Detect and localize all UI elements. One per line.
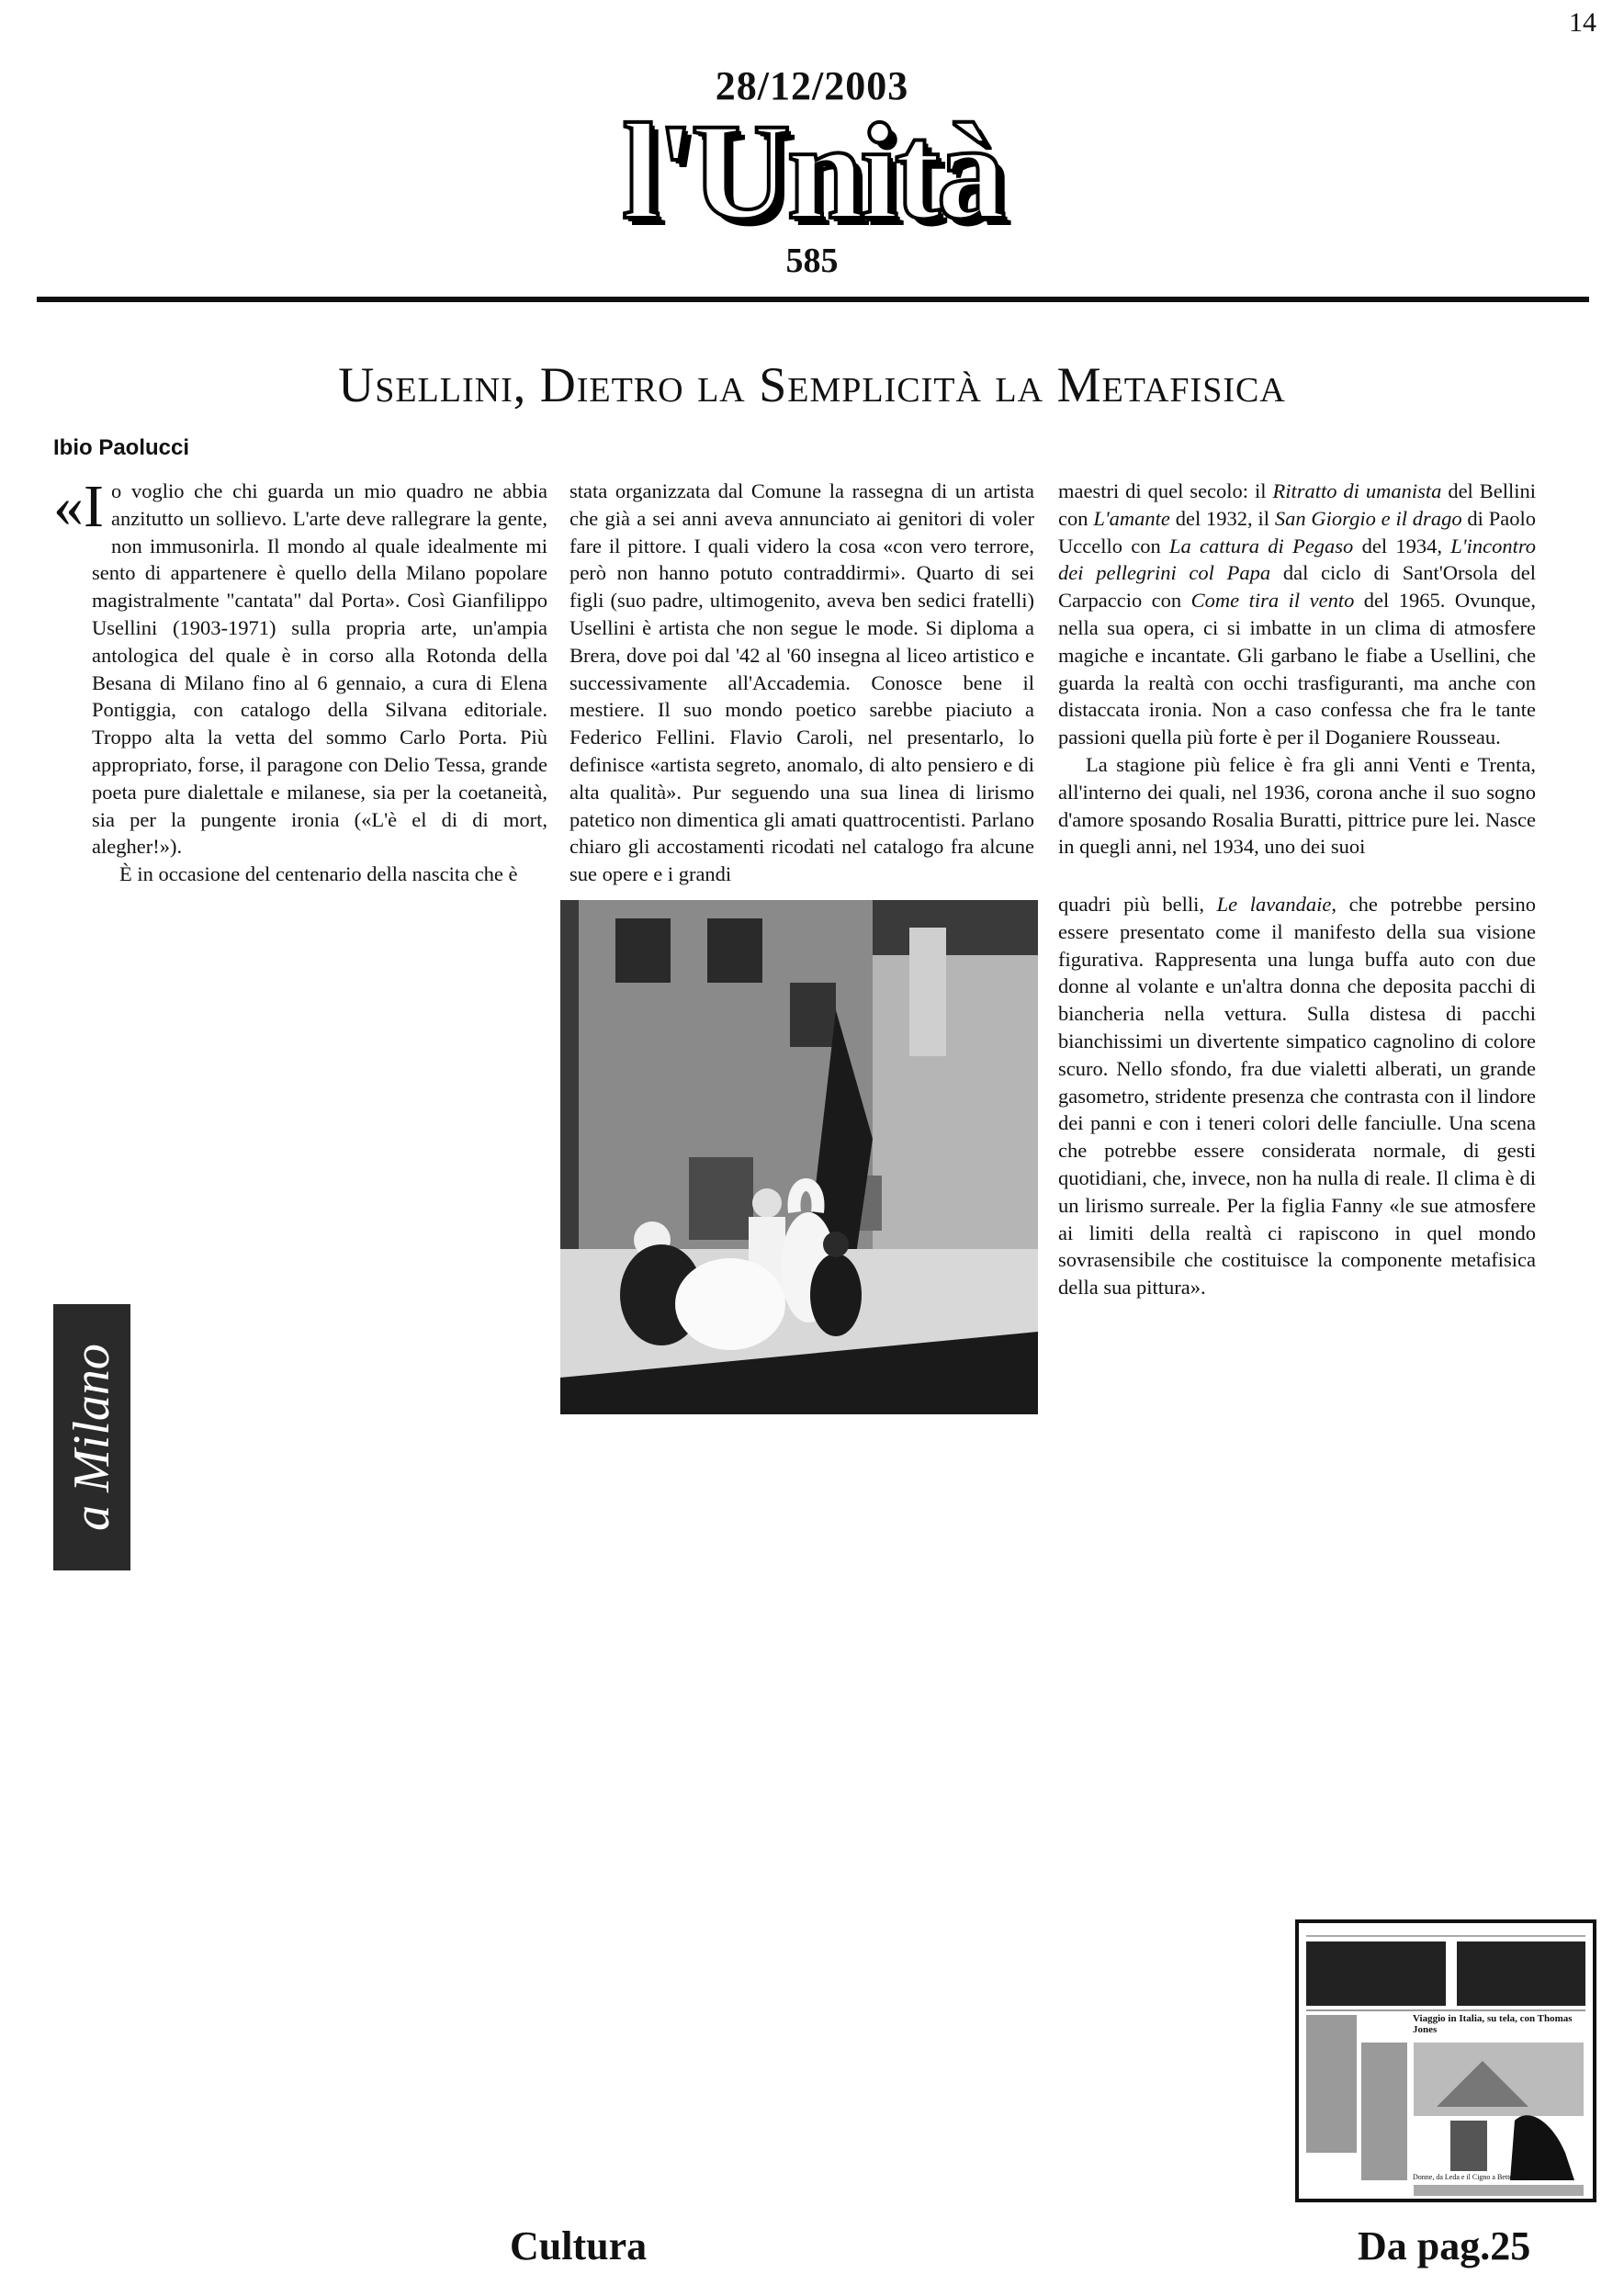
newspaper-logo: l'Unità: [622, 96, 1002, 248]
masthead-divider: [37, 297, 1589, 302]
article-column-3-continued: [1058, 891, 1536, 1301]
article-paragraph: [53, 473, 547, 861]
footer-section-name: Cultura: [510, 2223, 648, 2268]
text-run: maestri di quel secolo: il: [1058, 479, 1273, 502]
article-headline: Usellini, Dietro la Semplicità la Metafisica: [338, 357, 1286, 412]
text-run: del 1965. Ovunque, nella sua opera, ci si imbatte in un clima di atmosfere magiche e incantate. Gli garbano le fiabe a Usellini, che guarda la realtà con occhi trasfiguranti, ma anche con distaccata ironia. Non a caso confessa che fra le tante passioni quella più forte è per il Doganiere Rousseau.: [1058, 589, 1536, 749]
artwork-title: L'incontro dei pellegrini col Papa: [1058, 534, 1536, 585]
article-paragraph: stata organizzata dal Comune la rassegna di un artista che già a sei anni aveva annunciato ai genitori di voler fare il pittore. I quali videro la cosa «con vero terrore, però non hanno potuto contraddirmi». Quarto di sei figli (suo padre, ultimogenito, aveva ben sedici fratelli) Usellini è artista che non segue le mode. Si diploma a Brera, dove poi dal '42 al '60 insegna al liceo artistico e successivamente all'Accademia. Conosce bene il mestiere. Il suo mondo poetico sarebbe piaciuto a Federico Fellini. Flavio Caroli, nel presentarlo, lo definisce «artista segreto, anomalo, di alto pensiero e di alta qualità». Pur seguendo una sua linea di lirismo patetico non dimentica gli amati quattrocentisti. Parlano chiaro gli accostamenti ricodati nel catalogo fra alcune sue opere e i grandi: [570, 479, 1034, 886]
source-page-thumbnail: [1295, 1919, 1596, 2202]
thumbnail-headline: Viaggio in Italia, su tela, con Thomas Jones: [1413, 2013, 1573, 2035]
article-byline: Ibio Paolucci: [53, 435, 190, 460]
drop-cap: «I: [53, 473, 104, 540]
article-paragraph: [1058, 891, 1536, 1301]
thumbnail-graphic: [1299, 1923, 1593, 2199]
artwork-title: Come tira il vento: [1190, 589, 1355, 613]
text-run: di Paolo Uccello con: [1058, 506, 1536, 557]
text-run: del 1932, il: [1169, 506, 1275, 530]
artwork-title: La cattura di Pegaso: [1169, 534, 1354, 557]
article-column-2: [570, 478, 1034, 888]
article-paragraph: [1058, 478, 1536, 751]
artwork-title: Le lavandaie: [1216, 893, 1332, 916]
text-run: , che potrebbe persino essere presentato come il manifesto della sua visione figurativa. Rappresenta una lunga buffa auto con due donne al volante e un'altra donna che deposita pacchi di biancheria nella vettura. Sulla distesa di pacchi bianchissimi un divertente simpatico cagnolino di colore scuro. Nello sfondo, fra due vialetti alberati, un grande gasometro, stridente presenza che contrasta con il lindore dei panni e con i teneri colori delle fanciulle. Una scena che potrebbe essere considerata normale, di gesti quotidiani, che, invece, non ha nulla di reale. Il clima è di un lirismo surreale. Per la figlia Fanny «le sue atmosfere ai limiti della realtà ci rapiscono in quel mondo sovrasensibile che costituisce la componente metafisica della sua pittura».: [1058, 893, 1536, 1300]
text-run: del 1934,: [1353, 534, 1451, 557]
artwork-title: San Giorgio e il drago: [1274, 506, 1462, 530]
artwork-title: L'amante: [1093, 506, 1170, 530]
article-paragraph: La stagione più felice è fra gli anni Venti e Trenta, all'interno dei quali, nel 1936, corona anche il suo sogno d'amore sposando Rosalia Buratti, pittrice pure lei. Nasce in quegli anni, nel 1934, uno dei suoi: [1058, 752, 1536, 859]
painting-reproduction: [560, 900, 1038, 1414]
section-tab: [53, 1304, 130, 1570]
article-paragraph: È in occasione del centenario della nascita che è: [119, 862, 518, 886]
text-run: quadri più belli,: [1058, 893, 1217, 916]
masthead-date: 28/12/2003: [715, 63, 909, 108]
text-run: del Bellini con: [1058, 479, 1537, 530]
section-tab-label: a Milano: [63, 1344, 120, 1531]
article-column-3: [1058, 478, 1536, 861]
article-column-1: [53, 473, 547, 888]
footer-page-reference: Da pag.25: [1358, 2223, 1531, 2268]
page-number: 14: [1569, 7, 1596, 38]
masthead-number: 585: [785, 242, 839, 280]
text-run: dal ciclo di Sant'Orsola del Carpaccio con: [1058, 561, 1536, 613]
paragraph-text: o voglio che chi guarda un mio quadro ne abbia anzitutto un sollievo. L'arte deve rallegrare la gente, non immusonirla. Il mondo al quale idealmente mi sento di appartenere è quello della Milano popolare magistralmente "cantata" dal Porta». Così Gianfilippo Usellini (1903-1971) sulla propria arte, un'ampia antologica del quale è in corso alla Rotonda della Besana di Milano fino al 6 gennaio, a cura di Elena Pontiggia, con catalogo della Silvana editoriale. Troppo alta la vetta del sommo Carlo Porta. Più appropriato, forse, il paragone con Delio Tessa, grande poeta pure dialettale e milanese, sia per la coetaneità, sia per la pungente ironia («L'è el di di mort, alegher!»).: [92, 479, 547, 859]
artwork-title: Ritratto di umanista: [1272, 479, 1442, 502]
thumbnail-caption: Donne, da Leda e il Cigno a Bette Davis: [1413, 2173, 1532, 2181]
